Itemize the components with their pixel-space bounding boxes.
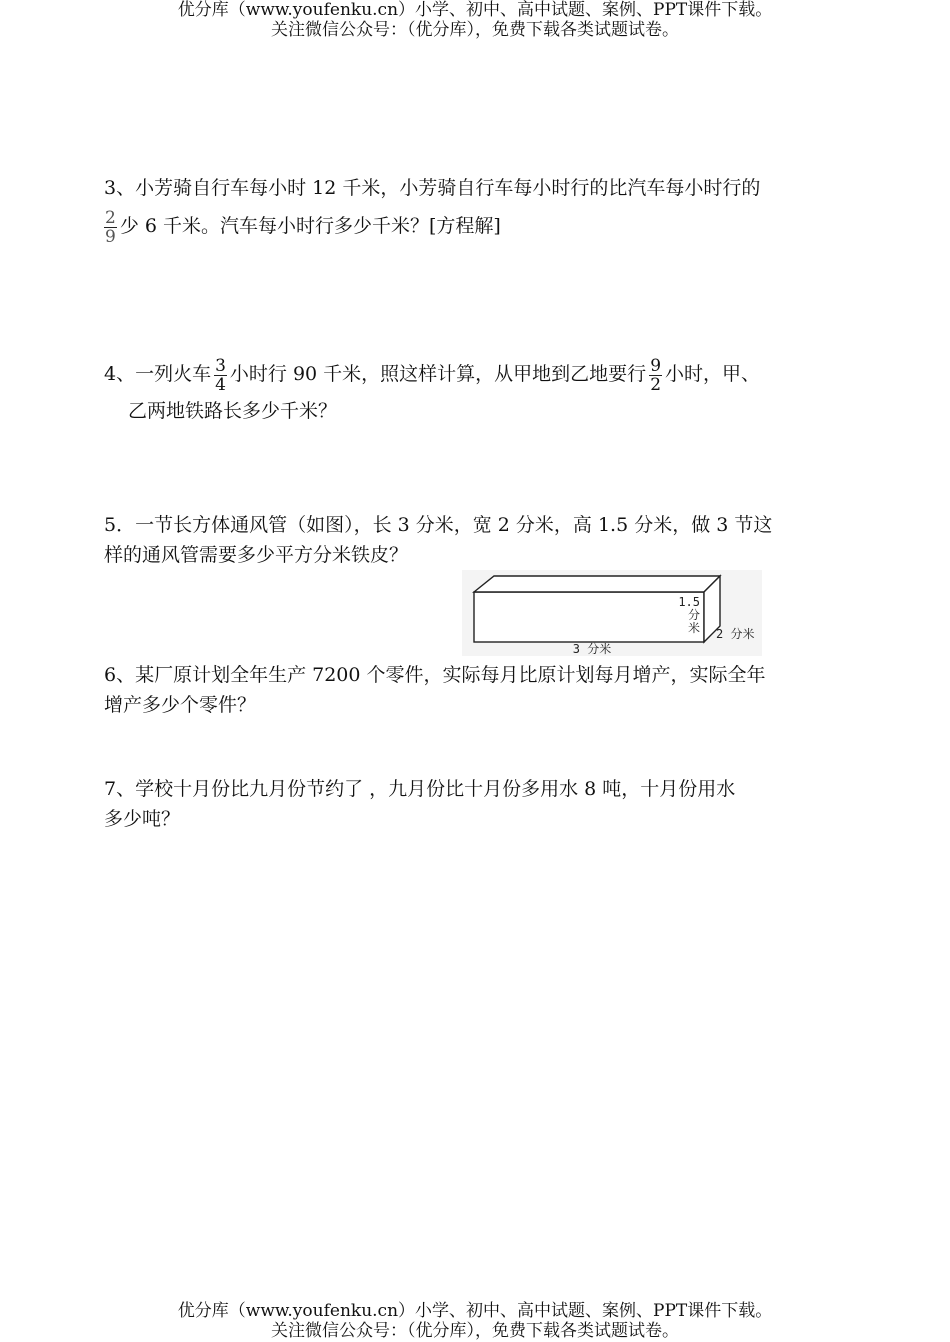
question-6-line-2: 增产多少个零件？ xyxy=(104,694,257,716)
fraction-9-2 xyxy=(649,357,662,394)
fraction-3-4 xyxy=(214,357,227,394)
question-3 xyxy=(104,170,849,246)
question-7-line-1: 7、学校十月份比九月份节约了 ，九月份比十月份多用水 8 吨，十月份用水 xyxy=(104,778,736,800)
question-4-part-3: 小时，甲、 xyxy=(665,363,761,385)
question-4-line-1 xyxy=(104,352,849,396)
question-4 xyxy=(104,352,849,426)
page-footer xyxy=(0,1301,950,1341)
question-5 xyxy=(104,510,849,570)
length-label: 3 分米 xyxy=(572,642,612,656)
height-value-label: 1.5 xyxy=(678,595,700,609)
question-3-line-2 xyxy=(104,208,849,246)
fraction-numerator: 9 xyxy=(650,355,662,376)
header-line-1: 优分库（www.youfenku.cn）小学、初中、高中试题、案例、PPT课件下载。 xyxy=(177,0,773,20)
question-7 xyxy=(104,774,849,834)
footer-line-1: 优分库（www.youfenku.cn）小学、初中、高中试题、案例、PPT课件下载。 xyxy=(177,1301,773,1321)
width-label: 2 分米 xyxy=(716,627,755,641)
fraction-numerator: 3 xyxy=(215,355,226,376)
question-4-part-1: 4、一列火车 xyxy=(104,363,212,385)
header-line-2: 关注微信公众号：（优分库），免费下载各类试题试卷。 xyxy=(271,20,679,40)
question-4-line-2: 乙两地铁路长多少千米？ xyxy=(128,400,338,422)
question-5-line-2: 样的通风管需要多少平方分米铁皮？ xyxy=(104,544,409,566)
question-3-text: 少 6 千米。汽车每小时行多少千米？[方程解] xyxy=(119,215,501,237)
fraction-denominator: 2 xyxy=(650,374,662,395)
question-6 xyxy=(104,660,849,720)
height-unit-label-1: 分 xyxy=(687,608,700,622)
question-4-part-2: 小时行 90 千米，照这样计算，从甲地到乙地要行 xyxy=(229,363,647,385)
rectangular-duct-figure xyxy=(462,570,762,656)
page-header xyxy=(0,0,950,40)
height-unit-label-2: 米 xyxy=(687,621,700,635)
question-3-line-1: 3、小芳骑自行车每小时 12 千米，小芳骑自行车每小时行的比汽车每小时行的 xyxy=(104,177,761,199)
question-7-line-2: 多少吨？ xyxy=(104,808,181,830)
question-6-line-1: 6、某厂原计划全年生产 7200 个零件，实际每月比原计划每月增产，实际全年 xyxy=(104,664,766,686)
duct-front-face xyxy=(474,592,704,642)
fraction-denominator: 4 xyxy=(215,374,226,395)
footer-line-2: 关注微信公众号：（优分库），免费下载各类试题试卷。 xyxy=(271,1321,679,1341)
duct-top-face xyxy=(474,576,720,592)
fraction-2-9 xyxy=(104,209,117,246)
fraction-numerator: 2 xyxy=(105,207,116,228)
fraction-denominator: 9 xyxy=(105,226,116,247)
question-5-line-1: 5．一节长方体通风管（如图），长 3 分米，宽 2 分米，高 1.5 分米，做 3 节这 xyxy=(104,514,773,536)
